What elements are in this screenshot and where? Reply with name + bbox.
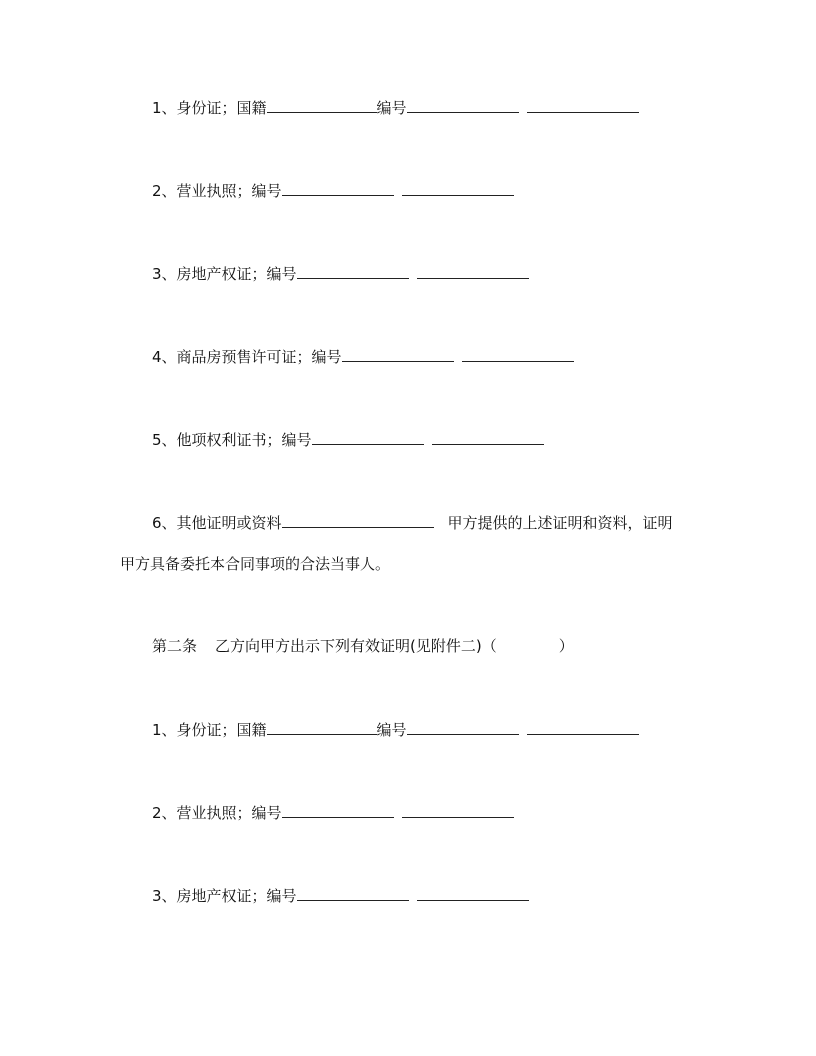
s1-nationality-blank[interactable] bbox=[267, 97, 377, 113]
s1-license-blank-2[interactable] bbox=[402, 180, 514, 196]
s2-id-card-number-label: 编号 bbox=[376, 721, 407, 739]
s1-license-blank-1[interactable] bbox=[282, 180, 394, 196]
s1-rights-blank-2[interactable] bbox=[432, 429, 544, 445]
article-2-close: ） bbox=[558, 637, 574, 655]
s1-presale-permit-label: 4、商品房预售许可证；编号 bbox=[152, 348, 342, 366]
s1-other-docs-label: 6、其他证明或资料 bbox=[152, 514, 282, 532]
s2-property-blank-2[interactable] bbox=[417, 885, 529, 901]
s2-property-blank-1[interactable] bbox=[297, 885, 409, 901]
s2-license-blank-1[interactable] bbox=[282, 802, 394, 818]
s1-presale-blank-2[interactable] bbox=[462, 346, 574, 362]
s1-id-number-blank-2[interactable] bbox=[527, 97, 639, 113]
s1-item-other-rights bbox=[152, 429, 544, 450]
s2-property-cert-label: 3、房地产权证；编号 bbox=[152, 887, 297, 905]
s1-item-property-cert bbox=[152, 263, 529, 284]
s1-item-presale-permit bbox=[152, 346, 574, 367]
s1-id-card-label: 1、身份证；国籍 bbox=[152, 99, 267, 117]
s2-id-number-blank-2[interactable] bbox=[527, 719, 639, 735]
s1-other-rights-label: 5、他项权利证书；编号 bbox=[152, 431, 312, 449]
s1-property-blank-1[interactable] bbox=[297, 263, 409, 279]
s1-rights-blank-1[interactable] bbox=[312, 429, 424, 445]
article-2-heading bbox=[152, 636, 574, 656]
s1-item-business-license bbox=[152, 180, 514, 201]
s1-item-id-card bbox=[152, 97, 639, 118]
s2-item-business-license bbox=[152, 802, 514, 823]
s2-item-property-cert bbox=[152, 885, 529, 906]
s1-other-docs-continuation-line bbox=[120, 554, 390, 574]
s1-other-docs-tail: 甲方提供的上述证明和资料，证明 bbox=[447, 514, 673, 532]
article-2-text: 乙方向甲方出示下列有效证明(见附件二)（ bbox=[215, 637, 497, 655]
s1-business-license-label: 2、营业执照；编号 bbox=[152, 182, 282, 200]
s2-id-card-label: 1、身份证；国籍 bbox=[152, 721, 267, 739]
s1-property-blank-2[interactable] bbox=[417, 263, 529, 279]
article-2-number: 第二条 bbox=[152, 637, 198, 655]
s2-license-blank-2[interactable] bbox=[402, 802, 514, 818]
s1-id-card-number-label: 编号 bbox=[376, 99, 407, 117]
s1-id-number-blank-1[interactable] bbox=[407, 97, 519, 113]
s2-item-id-card bbox=[152, 719, 639, 740]
s1-presale-blank-1[interactable] bbox=[342, 346, 454, 362]
s2-nationality-blank[interactable] bbox=[267, 719, 377, 735]
s1-property-cert-label: 3、房地产权证；编号 bbox=[152, 265, 297, 283]
s2-id-number-blank-1[interactable] bbox=[407, 719, 519, 735]
s1-other-docs-continuation: 甲方具备委托本合同事项的合法当事人。 bbox=[120, 555, 391, 573]
s1-other-docs-blank[interactable] bbox=[282, 512, 434, 528]
s1-item-other-docs bbox=[152, 512, 673, 533]
s2-business-license-label: 2、营业执照；编号 bbox=[152, 804, 282, 822]
